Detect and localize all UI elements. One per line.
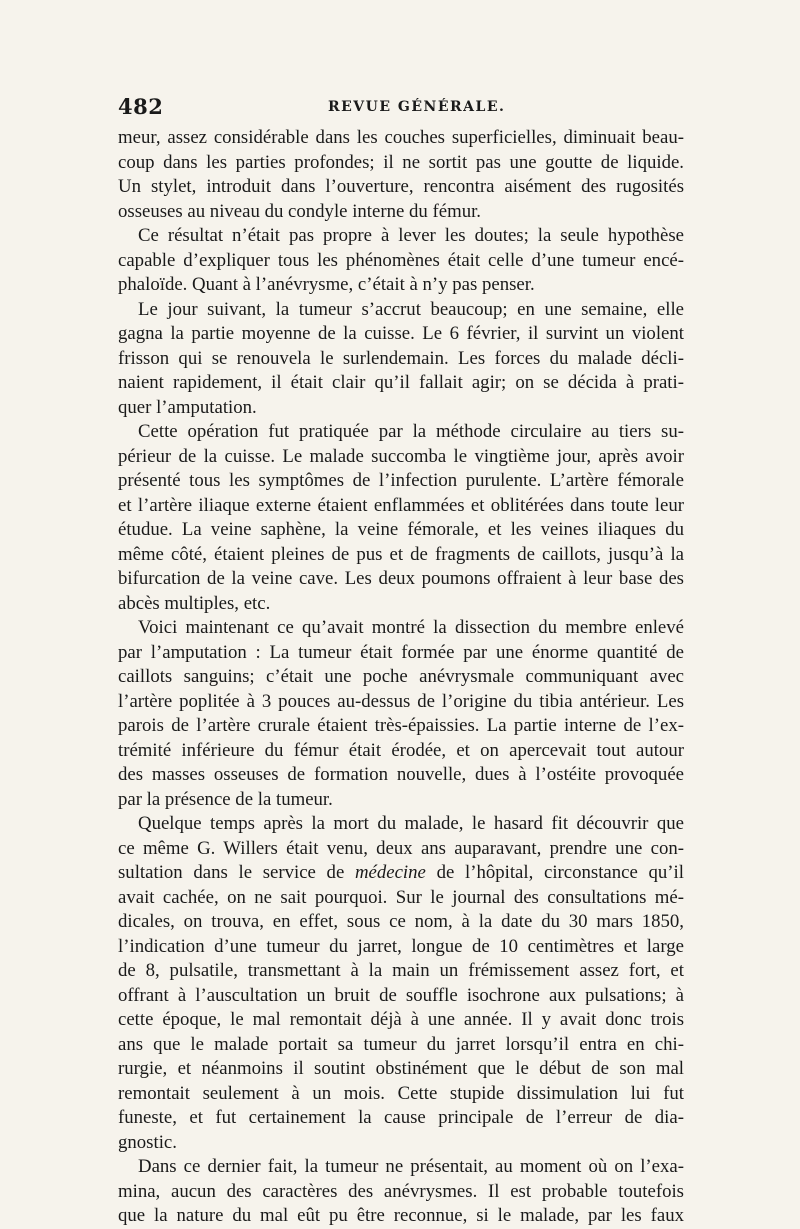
- text-line: naient rapidement, il était clair qu’il fallait agir; on se décida à prati-: [118, 372, 684, 393]
- text-line: gagna la partie moyenne de la cuisse. Le 6 février, il survint un violent: [118, 323, 684, 344]
- text-line: ans que le malade portait sa tumeur du jarret lorsqu’il entra en chi-: [118, 1033, 684, 1055]
- text-line: Voici maintenant ce qu’avait montré la dissection du membre enlevé: [138, 617, 684, 638]
- text-line: par la présence de la tumeur.: [118, 788, 333, 810]
- text-line: sultation dans le service de médecine de l’hôpital, circonstance qu’il: [118, 862, 684, 883]
- text-line: cette époque, le mal remontait déjà à une année. Il y avait donc trois: [118, 1009, 684, 1030]
- text-line: parois de l’artère crurale étaient très-épaissies. La partie interne de l’ex-: [118, 715, 684, 736]
- text-line: que la nature du mal eût pu être reconnue, si le malade, par les faux: [118, 1205, 684, 1226]
- text-line: Un stylet, introduit dans l’ouverture, rencontra aisément des rugosités: [118, 176, 684, 197]
- text-line: capable d’expliquer tous les phénomènes était celle d’une tumeur encé-: [118, 249, 684, 271]
- text-line: osseuses au niveau du condyle interne du fémur.: [118, 200, 482, 222]
- text-line: mina, aucun des caractères des anévrysmes. Il est probable toutefois: [118, 1180, 684, 1202]
- body-text: [118, 126, 684, 1229]
- text-line: périeur de la cuisse. Le malade succomba le vingtième jour, après avoir: [118, 445, 684, 467]
- text-line: frisson qui se renouvela le surlendemain. Les forces du malade décli-: [118, 347, 684, 369]
- text-line: Ce résultat n’était pas propre à lever les doutes; la seule hypothèse: [138, 225, 684, 246]
- text-line: offrant à l’auscultation un bruit de souffle isochrone aux pulsations; à: [118, 984, 684, 1006]
- text-line: ce même G. Willers était venu, deux ans auparavant, prendre une con-: [118, 837, 684, 859]
- text-line: présenté tous les symptômes de l’infection purulente. L’artère fémorale: [118, 470, 684, 491]
- text-line: dicales, on trouva, en effet, sous ce nom, à la date du 30 mars 1850,: [118, 911, 684, 932]
- page-number: 482: [118, 94, 164, 119]
- running-head: REVUE GÉNÉRALE.: [328, 99, 506, 115]
- text-line: trémité inférieure du fémur était érodée, et on apercevait tout autour: [118, 739, 684, 761]
- text-line: même côté, étaient pleines de pus et de fragments de caillots, jusqu’à la: [118, 543, 684, 565]
- text-line: avait cachée, on ne sait pourquoi. Sur le journal des consultations mé-: [118, 886, 684, 908]
- text-line: Le jour suivant, la tumeur s’accrut beaucoup; en une semaine, elle: [138, 298, 684, 320]
- text-line: phaloïde. Quant à l’anévrysme, c’était à n’y pas penser.: [118, 274, 535, 295]
- text-line: abcès multiples, etc.: [118, 592, 271, 614]
- text-line: bifurcation de la veine cave. Les deux poumons offraient à leur base des: [118, 568, 684, 589]
- text-line: coup dans les parties profondes; il ne sortit pas une goutte de liquide.: [118, 151, 684, 173]
- page-header: [118, 94, 684, 122]
- italic-term: médecine: [354, 862, 426, 883]
- text-line: des masses osseuses de formation nouvelle, dues à l’ostéite provoquée: [118, 764, 684, 785]
- text-line: l’artère poplitée à 3 pouces au-dessus de l’origine du tibia antérieur. Les: [118, 690, 684, 712]
- text-line: rurgie, et néanmoins il soutint obstinément que le début de son mal: [118, 1058, 684, 1079]
- text-line: funeste, et fut certainement la cause principale de l’erreur de dia-: [118, 1107, 684, 1128]
- text-line: étudue. La veine saphène, la veine fémorale, et les veines iliaques du: [118, 519, 684, 540]
- text-line: gnostic.: [118, 1131, 177, 1153]
- text-line: l’indication d’une tumeur du jarret, longue de 10 centimètres et large: [118, 935, 684, 957]
- text-line: de 8, pulsatile, transmettant à la main un frémissement assez fort, et: [118, 960, 684, 981]
- text-line: quer l’amputation.: [118, 396, 257, 418]
- text-line: Cette opération fut pratiquée par la méthode circulaire au tiers su-: [138, 421, 684, 442]
- text-line: remontait seulement à un mois. Cette stupide dissimulation lui fut: [118, 1082, 684, 1104]
- text-line: et l’artère iliaque externe étaient enflammées et oblitérées dans toute leur: [118, 494, 684, 516]
- text-line: Quelque temps après la mort du malade, le hasard fit découvrir que: [138, 813, 684, 834]
- text-line: Dans ce dernier fait, la tumeur ne présentait, au moment où on l’exa-: [138, 1156, 684, 1177]
- text-line: caillots sanguins; c’était une poche anévrysmale communiquant avec: [118, 666, 684, 687]
- text-line: meur, assez considérable dans les couches superficielles, diminuait beau-: [118, 127, 684, 148]
- text-line: par l’amputation : La tumeur était formée par une énorme quantité de: [118, 641, 684, 663]
